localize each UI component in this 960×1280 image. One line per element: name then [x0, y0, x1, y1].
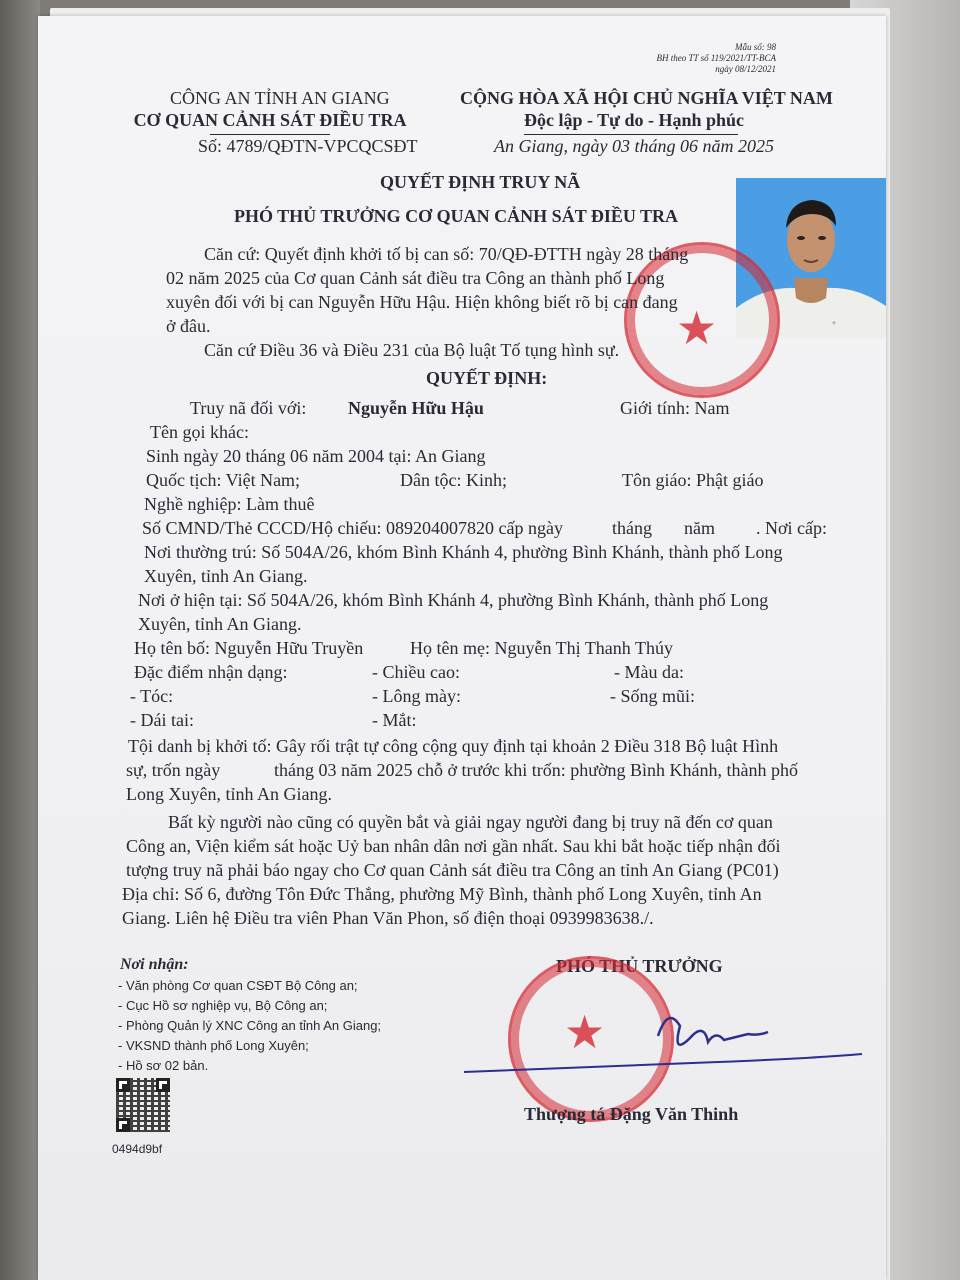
suspect-gender: Giới tính: Nam	[620, 398, 730, 418]
photo-stamp-star-icon: ★	[676, 303, 718, 354]
notice-line-4: Địa chỉ: Số 6, đường Tôn Đức Thắng, phường Mỹ Bình, thành phố Long Xuyên, tỉnh An	[122, 884, 762, 904]
header-org: CÔNG AN TỈNH AN GIANG	[170, 88, 390, 108]
skin-label: - Màu da:	[614, 662, 684, 682]
charge-line-1: Tội danh bị khởi tố: Gây rối trật tự công cộng quy định tại khoản 2 Điều 318 Bộ luật Hình	[128, 736, 779, 756]
basis-line-3: xuyên đối với bị can Nguyễn Hữu Hậu. Hiện không biết rõ bị can đang	[166, 292, 678, 312]
permanent-address-line-1: Nơi thường trú: Số 504A/26, khóm Bình Khánh 4, phường Bình Khánh, thành phố Long	[144, 542, 783, 562]
notice-line-3: tượng truy nã phải báo ngay cho Cơ quan Cảnh sát điều tra Công an tỉnh An Giang (PC01)	[126, 860, 779, 880]
document-title: QUYẾT ĐỊNH TRUY NÃ	[380, 172, 581, 192]
header-agency-underline	[210, 134, 330, 135]
document-date: An Giang, ngày 03 tháng 06 năm 2025	[494, 136, 774, 156]
basis-line-4: ở đâu.	[166, 316, 211, 336]
features-label: Đặc điểm nhận dạng:	[134, 662, 288, 682]
form-reference	[656, 42, 776, 75]
basis-line-2: 02 năm 2025 của Cơ quan Cảnh sát điều tra Công an thành phố Long	[166, 268, 665, 288]
document-number: Số: 4789/QĐTN-VPCQCSĐT	[198, 136, 418, 156]
suspect-birth: Sinh ngày 20 tháng 06 năm 2004 tại: An Giang	[146, 446, 486, 466]
qr-code-id: 0494d9bf	[112, 1142, 163, 1156]
ears-label: - Dái tai:	[130, 710, 194, 730]
form-ref-line1: Mẫu số: 98	[735, 42, 776, 52]
document-subtitle: PHÓ THỦ TRƯỞNG CƠ QUAN CẢNH SÁT ĐIỀU TRA	[234, 206, 679, 226]
permanent-address-line-2: Xuyên, tỉnh An Giang.	[144, 566, 308, 586]
recipients-heading: Nơi nhận:	[120, 956, 189, 973]
eyebrows-label: - Lông mày:	[372, 686, 461, 706]
mother-name: Họ tên mẹ: Nguyễn Thị Thanh Thúy	[410, 638, 673, 658]
signature-scribble	[458, 996, 878, 1086]
current-address-line-2: Xuyên, tỉnh An Giang.	[138, 614, 302, 634]
recipient-item: - VKSND thành phố Long Xuyên;	[118, 1038, 309, 1053]
motto-underline	[524, 134, 738, 135]
stamp-star-icon: ★	[564, 1007, 606, 1058]
header-agency: CƠ QUAN CẢNH SÁT ĐIỀU TRA	[133, 110, 407, 130]
charge-line-3: Long Xuyên, tỉnh An Giang.	[126, 784, 332, 804]
suspect-name: Nguyễn Hữu Hậu	[348, 398, 484, 418]
nation-title: CỘNG HÒA XÃ HỘI CHỦ NGHĨA VIỆT NAM	[460, 88, 833, 108]
wanted-notice-document	[38, 16, 886, 1280]
notice-line-5: Giang. Liên hệ Điều tra viên Phan Văn Phon, số điện thoại 0939983638./.	[122, 908, 654, 928]
basis-line-1: Căn cứ: Quyết định khởi tố bị can số: 70/QĐ-ĐTTH ngày 28 tháng	[204, 244, 689, 264]
id-place-label: . Nơi cấp:	[756, 518, 827, 538]
form-ref-line3: ngày 08/12/2021	[715, 64, 776, 74]
suspect-id-card: Số CMND/Thẻ CCCD/Hộ chiếu: 089204007820 cấp ngày	[142, 518, 563, 538]
form-ref-line2: BH theo TT số 119/2021/TT-BCA	[656, 53, 776, 63]
notice-line-1: Bất kỳ người nào cũng có quyền bắt và giải ngay người đang bị truy nã đến cơ quan	[168, 812, 773, 832]
hair-label: - Tóc:	[130, 686, 174, 706]
decision-heading: QUYẾT ĐỊNH:	[426, 368, 548, 388]
charge-line-2a: sự, trốn ngày	[126, 760, 221, 780]
table-surface-left	[0, 0, 40, 1280]
recipient-item: - Hồ sơ 02 bản.	[118, 1058, 209, 1073]
suspect-religion: Tôn giáo: Phật giáo	[622, 470, 764, 490]
suspect-nationality: Quốc tịch: Việt Nam;	[146, 470, 301, 490]
notice-line-2: Công an, Viện kiểm sát hoặc Uỷ ban nhân dân nơi gần nhất. Sau khi bắt hoặc tiếp nhận đối	[126, 836, 781, 856]
id-month-label: tháng	[612, 518, 652, 538]
recipient-item: - Văn phòng Cơ quan CSĐT Bộ Công an;	[118, 978, 358, 993]
suspect-alias: Tên gọi khác:	[150, 422, 249, 442]
nose-label: - Sống mũi:	[610, 686, 696, 706]
suspect-occupation: Nghề nghiệp: Làm thuê	[144, 494, 315, 514]
recipient-item: - Cục Hồ sơ nghiệp vụ, Bộ Công an;	[118, 998, 328, 1013]
father-name: Họ tên bố: Nguyễn Hữu Truyền	[134, 638, 364, 658]
basis-line-5: Căn cứ Điều 36 và Điều 231 của Bộ luật Tố tụng hình sự.	[204, 340, 620, 360]
height-label: - Chiều cao:	[372, 662, 460, 682]
signature-title: PHÓ THỦ TRƯỞNG	[556, 956, 723, 976]
eyes-label: - Mắt:	[372, 710, 417, 730]
recipient-item: - Phòng Quản lý XNC Công an tỉnh An Giang;	[118, 1018, 382, 1033]
id-year-label: năm	[684, 518, 715, 538]
signer-name: Thượng tá Đặng Văn Thinh	[524, 1104, 739, 1124]
current-address-line-1: Nơi ở hiện tại: Số 504A/26, khóm Bình Khánh 4, phường Bình Khánh, thành phố Long	[138, 590, 769, 610]
suspect-ethnicity: Dân tộc: Kinh;	[400, 470, 507, 490]
wanted-label: Truy nã đối với:	[190, 398, 307, 418]
charge-line-2b: tháng 03 năm 2025 chỗ ở trước khi trốn: phường Bình Khánh, thành phố	[274, 760, 799, 780]
nation-motto: Độc lập - Tự do - Hạnh phúc	[524, 110, 745, 130]
svg-text:*: *	[832, 320, 836, 331]
